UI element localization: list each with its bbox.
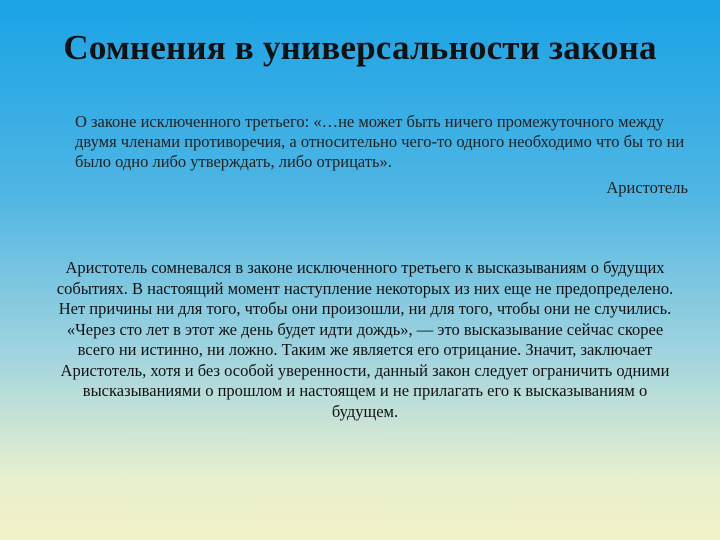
body-paragraph: Аристотель сомневался в законе исключенного третьего к высказываниям о будущих событиях. В настоящий момент наступление некоторых из них еще не предопределено. Нет причины ни для того, чтобы они произошли, ни для того, чтобы они не случились. «Через сто лет в этот же день будет идти дождь», — это высказывание сейчас скорее всего ни истинно, ни ложно. Таким же является его отрицание. Значит, заключает Аристотель, хотя и без особой уверенности, данный закон следует ограничить одними высказываниями о прошлом и настоящем и не прилагать его к высказываниям о будущем. [56,258,674,421]
quote-author: Аристотель [606,178,688,197]
slide-title: Сомнения в универсальности закона [63,28,657,67]
quote-text: О законе исключенного третьего: «…не может быть ничего промежуточного между двумя членами противоречия, а относительно чего-то одного необходимо что бы то ни было одно либо утверждать, либо отрицать». [75,112,685,171]
